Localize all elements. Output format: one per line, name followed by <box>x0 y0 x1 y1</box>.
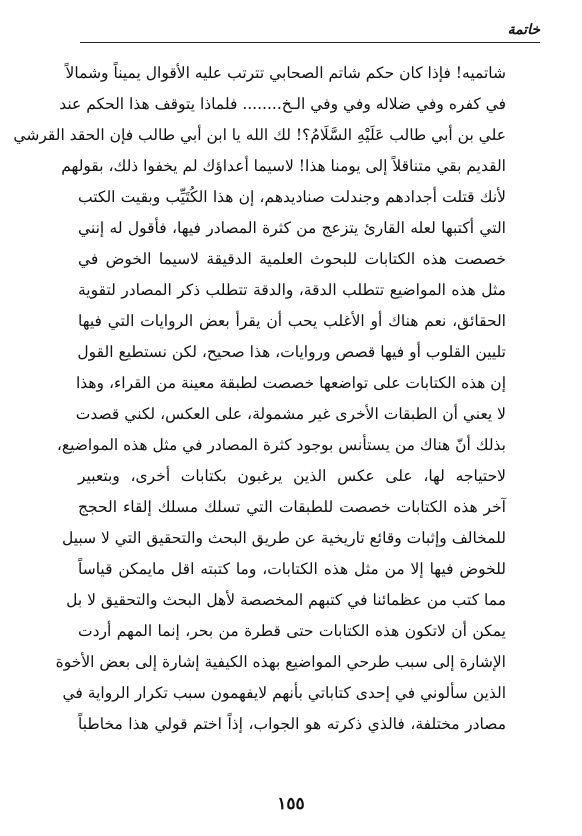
text-line: مما كتب من عظمائنا في كتبهم المخصصة لأهل البحث والتحقيق لا بل <box>66 591 506 609</box>
text-line: لأنك قتلت أجدادهم وجندلت صناديدهم، إن هذا الكُتَيِّب وبقيت الكتب <box>78 188 506 206</box>
text-line: الإشارة إلى سبب طرحي المواضيع بهذه الكيفية إشارة إلى بعض الأخوة <box>55 653 506 671</box>
page-number: ١٥٥ <box>277 794 305 814</box>
text-line: مثل هذه المواضيع تتطلب الدقة، والدقة تتطلب ذكر المصادر لتقوية <box>78 281 506 299</box>
body-text <box>13 58 506 740</box>
text-line: للخوض فيها إلا من مثل هذه الكتابات، وما كتبته اقل مايمكن قياساً <box>78 560 506 578</box>
text-line: إن هذه الكتابات على تواضعها خصصت لطبقة معينة من القراء، وهذا <box>75 374 506 392</box>
text-line: القديم بقي متناقلاً إلى يومنا هذا! لاسيما أعداؤك لم يخفوا ذلك، بقولهم <box>61 157 506 175</box>
text-line: تليين القلوب أو فيها قصص وروايات، هذا صحيح، لكن نستطيع القول <box>77 343 506 361</box>
text-line: بذلك أنّ هناك من يستأنس بوجود كثرة المصادر في مثل هذه المواضيع، <box>56 436 506 454</box>
text-line: مصادر مختلفة، فالذي ذكرته هو الجواب، إذاً اختم قولي هذا مخاطباً <box>78 715 506 733</box>
text-line: علي بن أبي طالب عَلَيْهِ السَّلَامُ؟! لك الله يا ابن أبي طالب فإن الحقد القرشي <box>13 126 506 144</box>
text-line: شاتميه! فإذا كان حكم شاتم الصحابي تترتب عليه الأقوال يميناً وشمالاً <box>65 64 506 82</box>
text-line: في كفره وفي ضلاله وفي وفي الـخ........ فلماذا يتوقف هذا الحكم عند <box>59 95 506 113</box>
header-rule <box>80 42 540 43</box>
text-line: الحقائق، نعم هناك أو الأغلب يحب أن يقرأ بعض الروايات التي فيها <box>78 312 506 330</box>
text-line: لا يعني أن الطبقات الأخرى غير مشمولة، على العكس، لكني قصدت <box>75 405 506 423</box>
text-line: يمكن أن لاتكون هذه الكتابات حتى قطرة من بحر، إنما المهم أردت <box>78 622 506 640</box>
text-line: آخر هذه الكتابات خصصت للطبقات التي تسلك مسلك إلقاء الحجج <box>78 498 506 516</box>
running-header <box>80 20 540 44</box>
text-line: التي أكتبها لعله القارئ يتزعج من كثرة المصادر فيها، فأقول له إنني <box>78 219 506 237</box>
text-line: لاحتياجه لها، على عكس الذين يرغبون بكتابات أخرى، وبتعبير <box>78 467 506 485</box>
text-line: خصصت هذه الكتابات للبحوث العلمية الدقيقة لاسيما الخوض في <box>78 250 506 268</box>
text-line: الذين سألوني في إحدى كتاباتي بأنهم لايفهمون سبب تكرار الرواية في <box>62 684 506 702</box>
chapter-title: خاتمة <box>507 22 540 38</box>
text-line: للمخالف وإثبات وقائع تاريخية عن طريق البحث والتحقيق التي لا سبيل <box>62 529 506 547</box>
